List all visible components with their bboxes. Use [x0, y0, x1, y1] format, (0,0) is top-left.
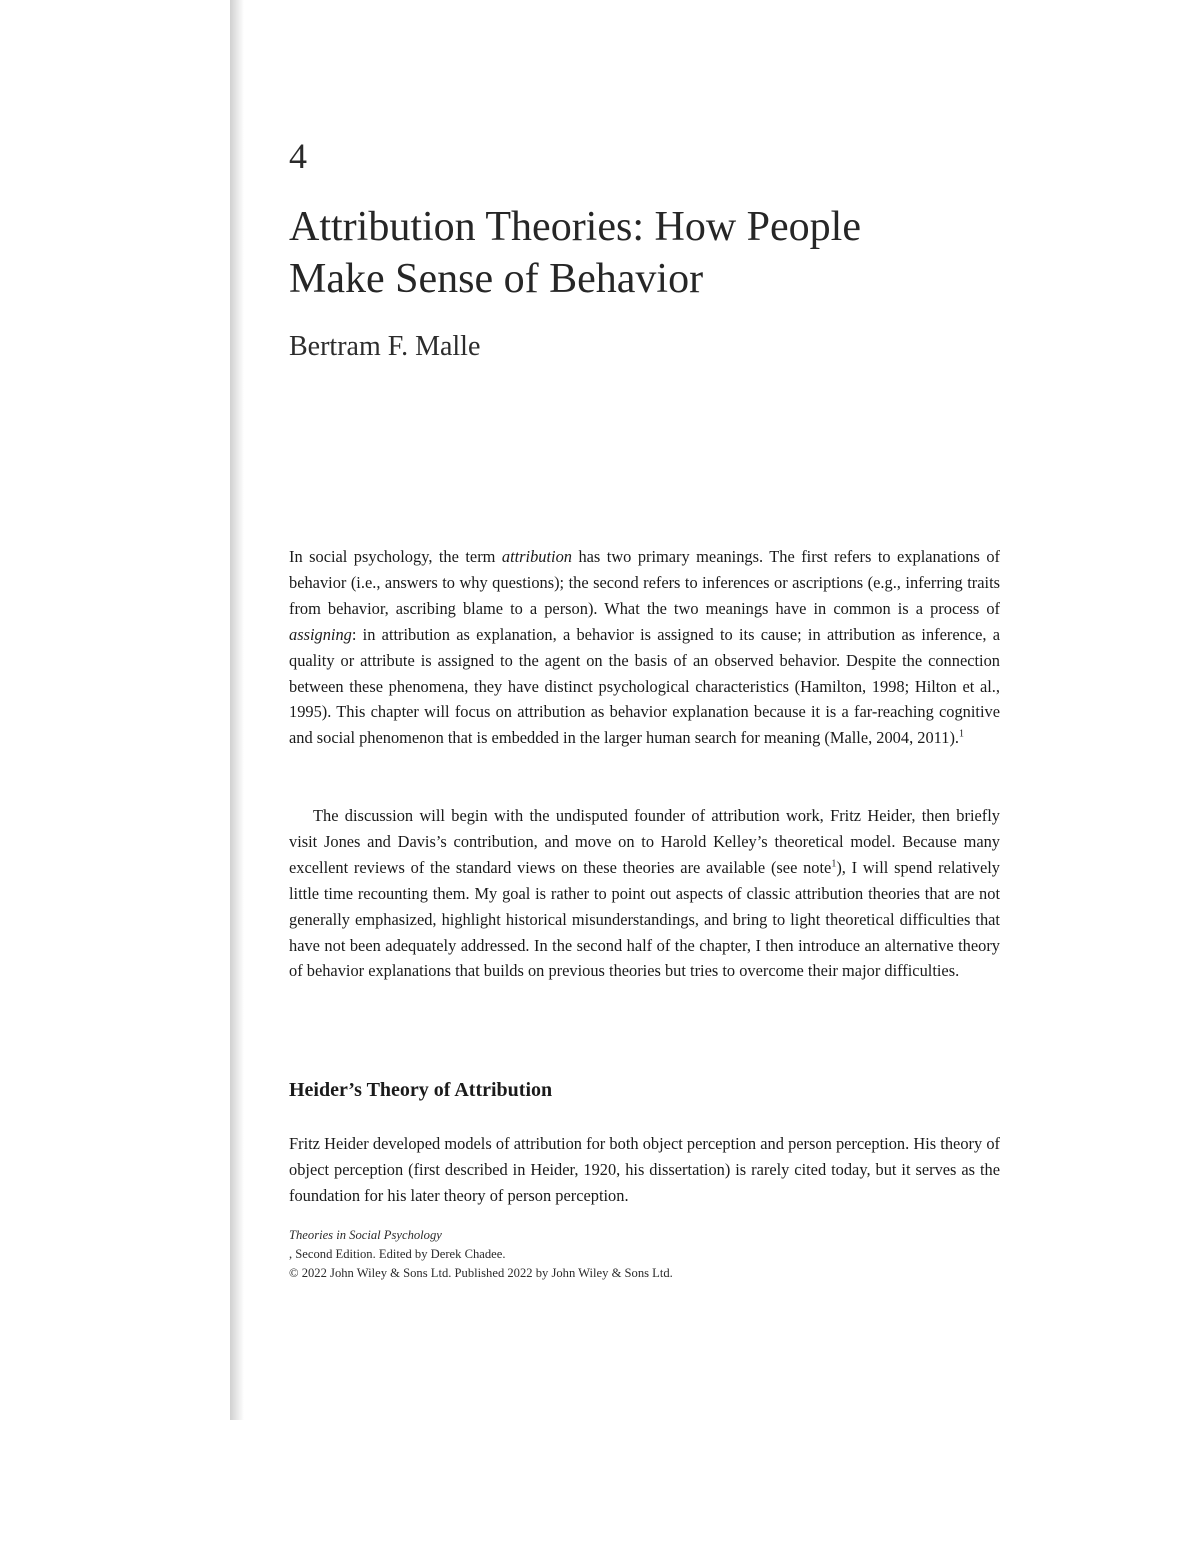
footer-book-line [289, 1226, 1000, 1264]
p2-text-1: The discussion will begin with the undisputed founder of attribution work, Fritz Heider, then briefly visit Jones and Davis’s contribution, and move on to Harold Kelley’s theoretical model. Because many excellent reviews of the standard views on these theories are available (see note [289, 806, 1000, 877]
chapter-author: Bertram F. Malle [289, 331, 481, 362]
chapter-number: 4 [289, 136, 307, 176]
chapter-title [289, 201, 929, 305]
section-heading: Heider’s Theory of Attribution [289, 1079, 553, 1101]
p2-text-2: ), I will spend relatively little time recounting them. My goal is rather to point out aspects of classic attribution theories that are not generally emphasized, highlight historical misunderstandings, and bring to light theoretical difficulties that have not been adequately addressed. In the second half of the chapter, I then introduce an alternative theory of behavior explanations that builds on previous theories but tries to overcome their major difficulties. [289, 857, 1000, 981]
p1-italic-attribution: attribution [501, 547, 572, 566]
intro-paragraph-1 [289, 544, 1000, 751]
chapter-title-line-1: Attribution Theories: How People [289, 204, 861, 250]
footnote-marker: 1 [959, 728, 964, 740]
copyright-footer [289, 1226, 1000, 1283]
footer-book-title: Theories in Social Psychology [289, 1228, 442, 1242]
chapter-title-line-2: Make Sense of Behavior [289, 256, 704, 302]
p1-text-1: In social psychology, the term [289, 547, 502, 566]
p1-italic-assigning: assigning [289, 624, 352, 644]
footer-edition: , Second Edition. Edited by Derek Chadee. [289, 1247, 506, 1261]
p1-text-3: : in attribution as explanation, a behavior is assigned to its cause; in attribution as inference, a quality or attribute is assigned to the agent on the basis of an observed behavior. Despite the connection between these phenomena, they have distinct psychological characteristics (Hamilton, 1998; Hilton et al., 1995). This chapter will focus on attribution as behavior explanation because it is a far-reaching cognitive and social phenomenon that is embedded in the larger human search for meaning (Malle, 2004, 2011). [289, 624, 1000, 748]
footnote-reference: 1 [831, 858, 837, 870]
scan-binding-shadow [230, 0, 244, 1420]
section-paragraph: Fritz Heider developed models of attribution for both object perception and person perception. His theory of object perception (first described in Heider, 1920, his dissertation) is rarely cited today, but it serves as the foundation for his later theory of person perception. [289, 1134, 1000, 1205]
footer-copyright: © 2022 John Wiley & Sons Ltd. Published 2022 by John Wiley & Sons Ltd. [289, 1266, 673, 1280]
intro-paragraph-2 [289, 803, 1000, 984]
p1-text-2: has two primary meanings. The first refers to explanations of behavior (i.e., answers to why questions); the second refers to inferences or ascriptions (e.g., inferring traits from behavior, ascribing blame to a person). What the two meanings have in common is a process of [289, 547, 1000, 618]
